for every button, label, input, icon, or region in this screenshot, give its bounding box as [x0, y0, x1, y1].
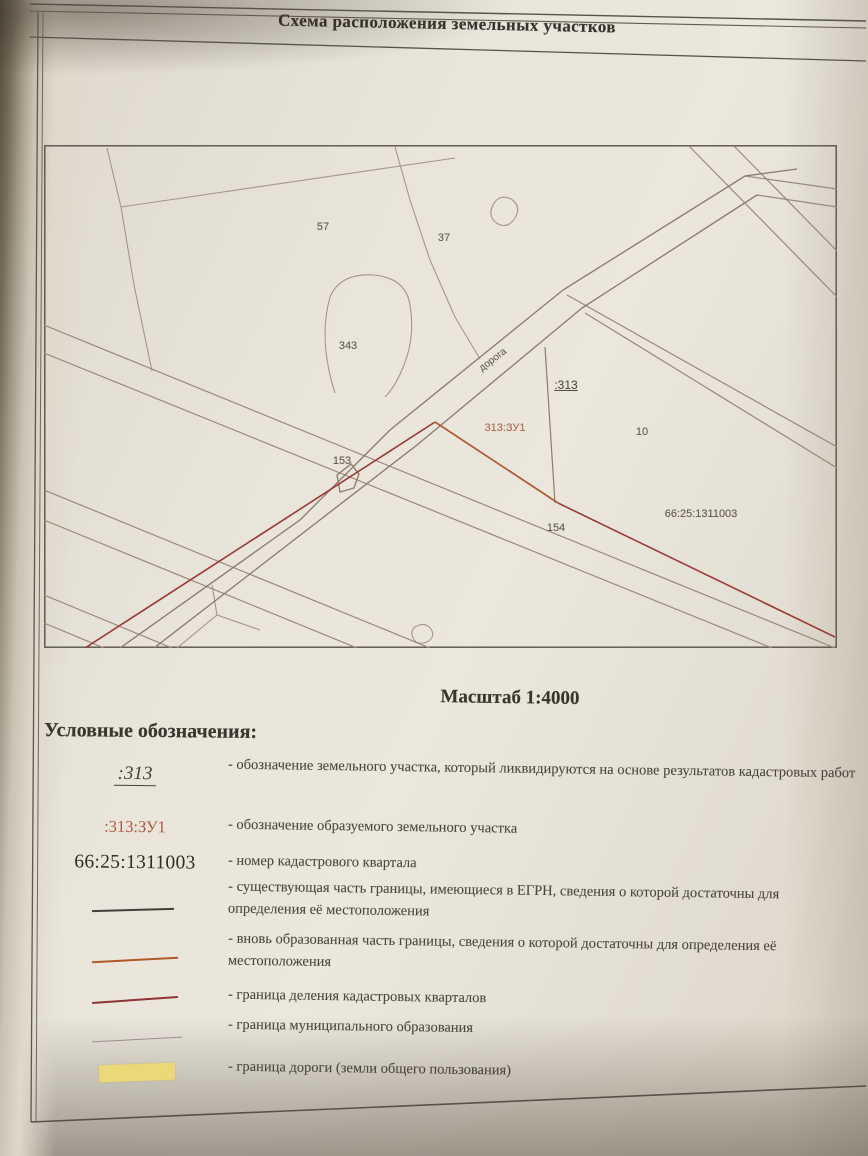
page-title: Схема расположения земельных участков — [277, 10, 617, 37]
legend-text-new-parcel: - обозначение образуемого земельного участка — [227, 816, 518, 837]
municipal-boundary-swatch — [92, 1037, 182, 1043]
legend-text-existing-boundary: - существующая часть границы, имеющиеся в ЕГРН, сведения о которой достаточны для определения её местоположения — [227, 878, 780, 920]
map-label-quarter-number: 66:25:1311003 — [664, 508, 738, 520]
map-label-parcel-153: 153 — [332, 455, 352, 467]
legend-text-quarter-boundary: - граница деления кадастровых кварталов — [227, 986, 487, 1007]
map-label-parcel-154: 154 — [546, 522, 566, 534]
map-label-new-parcel: 313:ЗУ1 — [484, 422, 526, 434]
map-label-road: дорога — [477, 346, 509, 374]
road-boundary-swatch — [99, 1063, 176, 1083]
map-label-parcel-57: 57 — [316, 221, 330, 233]
map-drawing — [44, 145, 837, 648]
scale-label: Масштаб 1:4000 — [440, 686, 580, 710]
quarter-boundary-swatch — [92, 996, 178, 1004]
legend-text-quarter-number: - номер кадастрового квартала — [227, 852, 417, 872]
legend-text-new-boundary: - вновь образованная часть границы, сведения о которой достаточны для определения её местоположения — [227, 930, 777, 971]
legend-heading: Условные обозначения: — [43, 719, 258, 743]
existing-boundary-swatch — [92, 908, 174, 912]
liquidated-parcel-code: :313 — [113, 763, 156, 786]
map-label-parcel-10: 10 — [635, 426, 649, 438]
legend-text-municipal-boundary: - граница муниципального образования — [227, 1016, 474, 1037]
cadastral-map — [44, 145, 837, 648]
legend-symbol-new-parcel — [60, 816, 210, 838]
map-label-parcel-343: 343 — [338, 340, 358, 352]
legend-text-road-boundary: - граница дороги (земли общего пользования) — [227, 1058, 512, 1079]
legend-symbol-liquidated — [60, 762, 210, 786]
legend-text-liquidated: - обозначение земельного участка, который ликвидируются на основе результатов кадастровых работ — [227, 756, 856, 782]
map-label-liquidated-parcel: :313 — [554, 378, 578, 392]
legend-symbol-quarter-number — [40, 851, 230, 875]
quarter-number-code: 66:25:1311003 — [74, 851, 196, 874]
new-boundary-swatch — [92, 957, 178, 963]
map-label-parcel-37: 37 — [437, 232, 451, 244]
new-parcel-code: :313:ЗУ1 — [104, 816, 166, 837]
